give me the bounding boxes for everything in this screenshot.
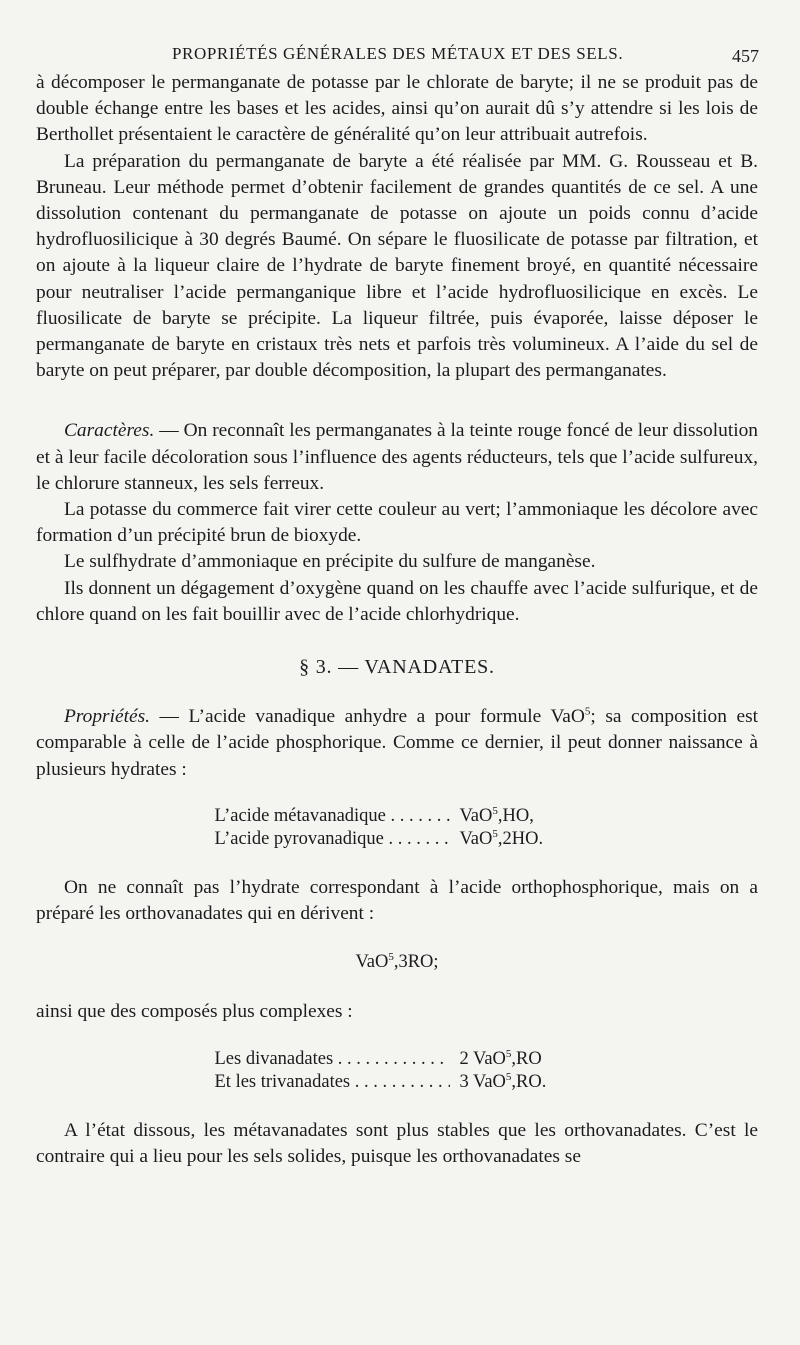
- formula-row: [36, 1048, 758, 1071]
- complexes-list: [36, 1048, 758, 1094]
- paragraph-etat-dissous: A l’état dissous, les métavanadates sont plus stables que les orthovanadates. C’est le contraire qui a lieu pour les sels solides, puisque les orthovanadates se: [36, 1119, 758, 1167]
- proprietes-text-a: — L’acide vanadique anhydre a pour formule VaO: [150, 706, 585, 728]
- paragraph-continuation: à décomposer le permanganate de potasse par le chlorate de baryte; il ne se produit pas de double échange entre les bases et les acides, ainsi qu’on aurait dû s’y attendre si les lois de Berthollet présentaient le caractère de généralité qu’on leur attribuait autrefois.: [36, 72, 758, 146]
- paragraph-orthophosphorique: On ne connaît pas l’hydrate correspondant à l’acide orthophosphorique, mais on a préparé les orthovanadates qui en dérivent :: [36, 876, 758, 925]
- caracteres-text: — On reconnaît les permanganates à la teinte rouge foncé de leur dissolution et à leur facile décoloration sous l’influence des agents réducteurs, tels que l’acide sulfureux, le chlorure stanneux, les sels ferreux.: [36, 420, 758, 494]
- paragraph-oxygene: Ils donnent un dégagement d’oxygène quand on les chauffe avec l’acide sulfurique, et de chlore quand on les fait bouillir avec de l’acide chlorhydrique.: [36, 577, 758, 625]
- proprietes-sup: 5: [584, 705, 591, 718]
- formula-row: [36, 1071, 758, 1094]
- paragraph-preparation: La préparation du permanganate de baryte a été réalisée par MM. G. Rousseau et B. Bruneau. Leur méthode permet d’obtenir facilement de grandes quantités de ce sel. A une dissolution contenant du permanganate de potasse on ajoute un poids connu d’acide hydrofluosilicique à 30 degrés Baumé. On sépare le fluosilicate de potasse par filtration, et on ajoute à la liqueur claire de l’hydrate de baryte finement broyé, en quantité nécessaire pour neutraliser l’acide permanganique libre et l’acide hydrofluosilicique en excès. Le fluosilicate de baryte se précipite. La liqueur filtrée, puis évaporée, laisse déposer le permanganate de baryte en cristaux très nets et parfois très volumineux. A l’aide du sel de baryte on peut préparer, par double décomposition, la plupart des permanganates.: [36, 150, 758, 382]
- formula-name: L’acide pyrovanadique . . .: [215, 828, 450, 851]
- orthovanadate-formula: VaO$^5$,3RO;: [355, 951, 439, 973]
- hydrates-list: [36, 805, 758, 851]
- paragraph-complexes: ainsi que des composés plus complexes :: [36, 1001, 353, 1023]
- formula-name: Et les trivanadates . . .: [215, 1071, 450, 1094]
- proprietes-lead: Propriétés.: [64, 706, 150, 728]
- section-title: § 3. — VANADATES.: [299, 656, 495, 679]
- formula-value: 2 VaO$^5$,RO: [459, 1047, 542, 1069]
- formula-value: VaO$^5$,2HO.: [459, 827, 544, 849]
- page-header: [0, 44, 800, 68]
- formula-value: VaO$^5$,HO,: [459, 804, 534, 826]
- paragraph-sulfhydrate: Le sulfhydrate d’ammoniaque en précipite du sulfure de manganèse.: [64, 551, 596, 573]
- paragraph-caracteres: [36, 418, 758, 497]
- paragraph-proprietes: [36, 704, 758, 783]
- page-number: 457: [732, 46, 759, 66]
- proprietes-text-b: ; sa composition est comparable à celle de l’acide phosphorique. Comme ce dernier, il peut donner naissance à plusieurs hydrates :: [36, 706, 758, 780]
- formula-value: 3 VaO$^5$,RO.: [459, 1070, 547, 1092]
- formula-row: [36, 828, 758, 851]
- page-body: [36, 70, 758, 1170]
- paragraph-potasse: La potasse du commerce fait virer cette couleur au vert; l’ammoniaque les décolore avec formation d’un précipité brun de bioxyde.: [36, 499, 758, 547]
- running-head: PROPRIÉTÉS GÉNÉRALES DES MÉTAUX ET DES SELS.: [172, 44, 624, 63]
- formula-name: L’acide métavanadique . . .: [215, 805, 450, 828]
- formula-name: Les divanadates . . .: [215, 1048, 450, 1071]
- caracteres-lead: Caractères.: [64, 420, 155, 442]
- formula-row: [36, 805, 758, 828]
